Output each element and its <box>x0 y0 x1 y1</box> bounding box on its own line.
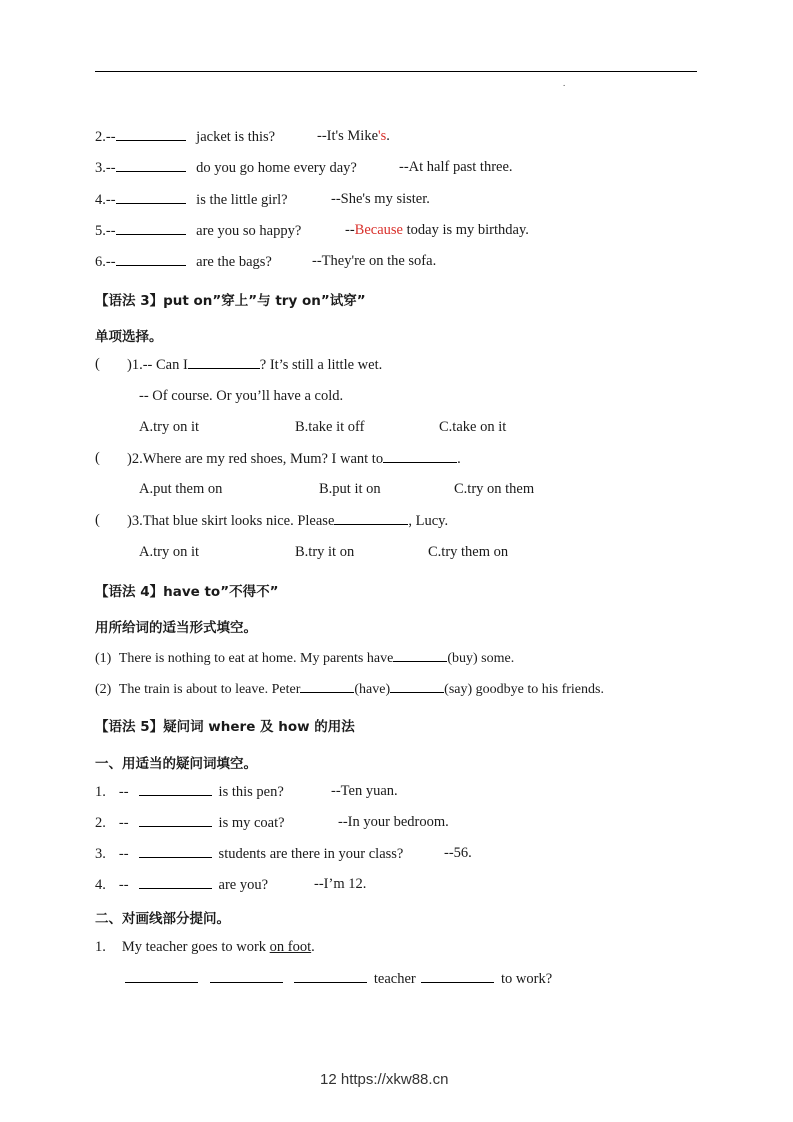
header-dot: . <box>563 78 566 88</box>
g5-item-3: 3. -- students are there in your class? <box>95 846 404 862</box>
g5-answer-3: --56. <box>444 845 472 861</box>
grammar-4-title: 【语法 4】have to”不得不” <box>95 584 279 600</box>
question-6: 6.-- are the bags? <box>95 254 272 270</box>
answer-blank[interactable] <box>294 970 367 983</box>
header-rule <box>95 71 697 72</box>
g5-item-1: 1. -- is this pen? <box>95 784 284 800</box>
g3-q1-option-c[interactable]: C.take on it <box>439 419 507 435</box>
grammar-4-instruction: 用所给词的适当形式填空。 <box>95 620 257 636</box>
footer-url[interactable]: https://xkw88.cn <box>340 1071 449 1088</box>
answer-blank[interactable] <box>188 356 260 369</box>
g5-answer-2: --In your bedroom. <box>338 814 449 830</box>
underlined-phrase: on foot <box>269 939 312 955</box>
answer-4: --She's my sister. <box>331 191 430 207</box>
g3-q1-paren: ( <box>95 356 100 372</box>
answer-blank[interactable] <box>390 680 444 693</box>
answer-3: --At half past three. <box>399 159 513 175</box>
answer-blank[interactable] <box>139 876 212 889</box>
g4-question-1: (1) There is nothing to eat at home. My parents have (buy) some. <box>95 651 515 666</box>
answer-blank[interactable] <box>139 783 212 796</box>
answer-blank[interactable] <box>139 814 212 827</box>
g3-q2-option-c[interactable]: C.try on them <box>454 481 535 497</box>
answer-blank[interactable] <box>116 253 186 266</box>
question-5: 5.-- are you so happy? <box>95 223 302 239</box>
g3-q3-paren: ( <box>95 512 100 528</box>
grammar-5-title: 【语法 5】疑问词 where 及 how 的用法 <box>95 719 355 735</box>
g3-q1-option-b[interactable]: B.take it off <box>295 419 365 435</box>
answer-6: --They're on the sofa. <box>312 253 437 269</box>
g4-question-2: (2) The train is about to leave. Peter (have) (say) goodbye to his friends. <box>95 682 604 697</box>
grammar-3-instruction: 单项选择。 <box>95 329 163 345</box>
answer-blank[interactable] <box>210 970 283 983</box>
answer-blank[interactable] <box>334 512 408 525</box>
g5-part2-answer-line: teacher to work? <box>125 970 552 988</box>
g5-answer-1: --Ten yuan. <box>331 783 398 799</box>
grammar-5-part-1: 一、用适当的疑问词填空。 <box>95 756 257 772</box>
question-2: 2.-- jacket is this? <box>95 129 276 145</box>
answer-blank[interactable] <box>139 845 212 858</box>
g3-q2-option-b[interactable]: B.put it on <box>319 481 381 497</box>
g3-q1-option-a[interactable]: A.try on it <box>139 419 200 435</box>
page-number: 12 <box>320 1071 337 1088</box>
g3-q3-option-c[interactable]: C.try them on <box>428 544 509 560</box>
g3-question-1: )1.-- Can I ? It’s still a little wet. <box>127 357 383 373</box>
answer-blank[interactable] <box>116 128 186 141</box>
question-4: 4.-- is the little girl? <box>95 192 288 208</box>
answer-blank[interactable] <box>383 450 457 463</box>
answer-blank[interactable] <box>116 222 186 235</box>
grammar-3-title: 【语法 3】put on”穿上”与 try on”试穿” <box>95 293 366 309</box>
answer-blank[interactable] <box>393 649 447 662</box>
g3-question-2: )2.Where are my red shoes, Mum? I want to . <box>127 451 461 467</box>
g3-q3-option-b[interactable]: B.try it on <box>295 544 355 560</box>
g3-q2-paren: ( <box>95 450 100 466</box>
question-3: 3.-- do you go home every day? <box>95 160 357 176</box>
grammar-5-part-2: 二、对画线部分提问。 <box>95 911 230 927</box>
answer-blank[interactable] <box>125 970 198 983</box>
g3-question-3: )3.That blue skirt looks nice. Please , Lucy. <box>127 513 449 529</box>
answer-blank[interactable] <box>116 191 186 204</box>
answer-blank[interactable] <box>300 680 354 693</box>
g3-q3-option-a[interactable]: A.try on it <box>139 544 200 560</box>
g3-q2-option-a[interactable]: A.put them on <box>139 481 223 497</box>
g5-answer-4: --I’m 12. <box>314 876 367 892</box>
g3-q1-reply: -- Of course. Or you’ll have a cold. <box>139 388 344 404</box>
answer-blank[interactable] <box>421 970 494 983</box>
answer-blank[interactable] <box>116 159 186 172</box>
answer-2: --It's Mike's. <box>317 128 390 144</box>
answer-5: --Because today is my birthday. <box>345 222 529 238</box>
g5-item-4: 4. -- are you? <box>95 877 269 893</box>
g5-part2-question-1: 1. My teacher goes to work on foot. <box>95 939 315 955</box>
page-footer <box>320 1071 448 1088</box>
g5-item-2: 2. -- is my coat? <box>95 815 285 831</box>
